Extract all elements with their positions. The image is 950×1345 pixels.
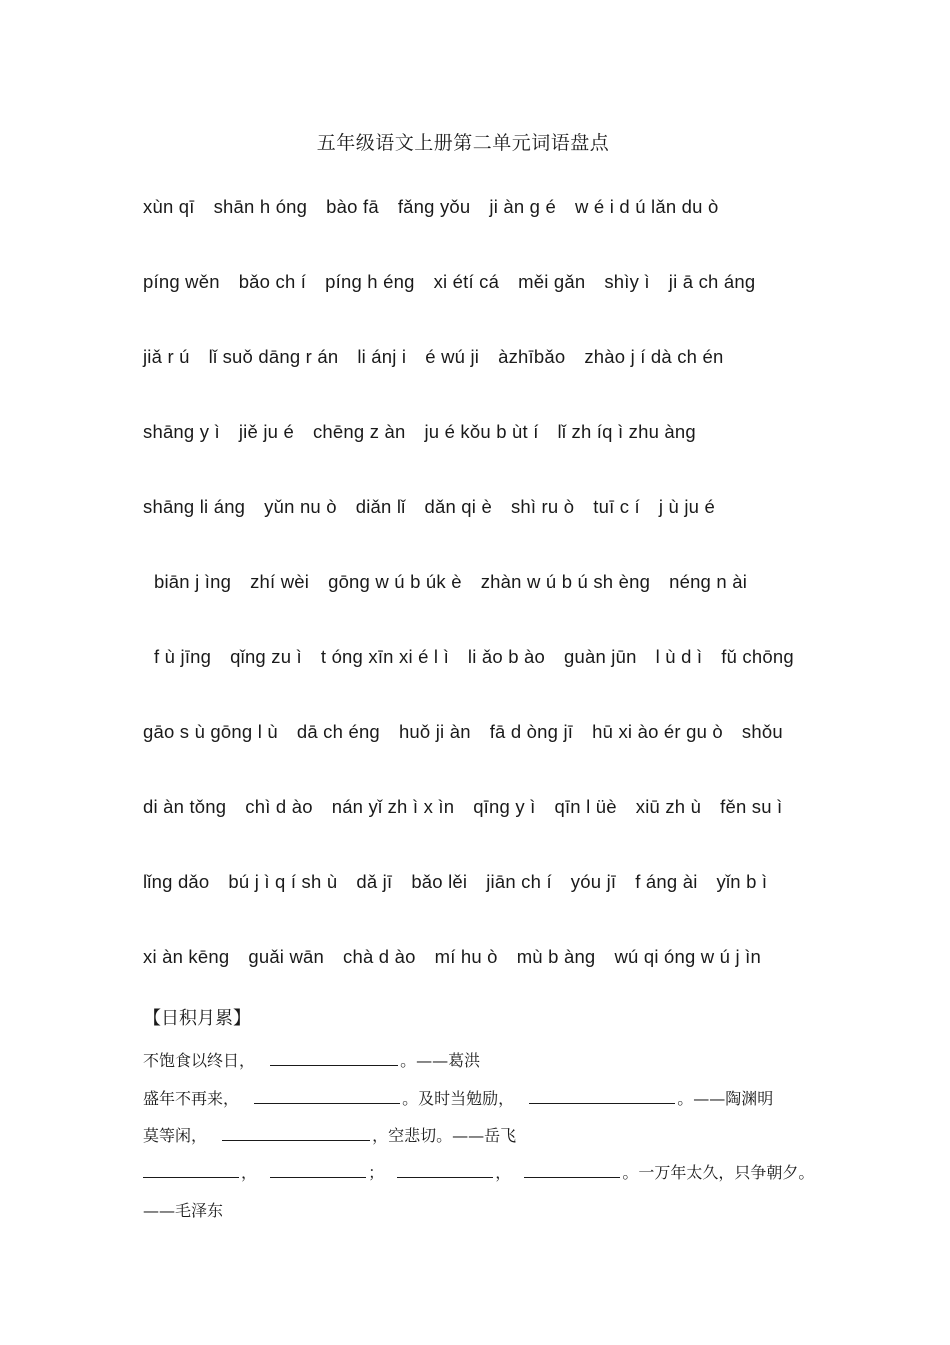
pinyin-word: píng h éng xyxy=(325,271,415,292)
pinyin-vocabulary-list xyxy=(143,196,843,1021)
pinyin-word: fǎng yǒu xyxy=(397,196,471,217)
quote-text: ， xyxy=(241,1163,258,1182)
pinyin-word: t óng xīn xi é l ì xyxy=(320,646,449,667)
pinyin-word: li ǎo b ào xyxy=(467,646,546,667)
pinyin-row-1 xyxy=(143,196,843,271)
pinyin-row-3 xyxy=(143,346,843,421)
pinyin-word: fǔ chōng xyxy=(721,646,794,667)
quote-text: 。一万年太久，只争朝夕。 xyxy=(622,1163,815,1182)
quote-text: ； xyxy=(368,1163,385,1182)
pinyin-word: ju é kǒu b ùt í xyxy=(424,421,539,442)
pinyin-row-9 xyxy=(143,796,843,871)
pinyin-word: di àn tǒng xyxy=(143,796,227,817)
pinyin-word: yǐn b ì xyxy=(716,871,768,892)
pinyin-row-4 xyxy=(143,421,843,496)
quote-text: 。及时当勉励， xyxy=(402,1089,515,1108)
quote-text: 莫等闲， xyxy=(143,1126,208,1145)
quote-text: 。——陶渊明 xyxy=(677,1089,774,1108)
quote-author: ——毛泽东 xyxy=(143,1201,224,1220)
pinyin-word: xi àn kēng xyxy=(143,946,230,967)
page-title: 五年级语文上册第二单元词语盘点 xyxy=(316,132,610,154)
pinyin-word: shìy ì xyxy=(604,271,650,292)
pinyin-word: shān h óng xyxy=(213,196,308,217)
pinyin-word: shāng li áng xyxy=(143,496,246,517)
pinyin-word: dā ch éng xyxy=(296,721,380,742)
pinyin-word: zhí wèi xyxy=(250,571,310,592)
section-heading: 【日积月累】 xyxy=(143,1008,251,1029)
pinyin-word: guǎi wān xyxy=(248,946,324,967)
pinyin-word: xiū zh ù xyxy=(635,796,702,817)
quote-line-2 xyxy=(143,1086,773,1109)
pinyin-word: qīng y ì xyxy=(473,796,536,817)
pinyin-word: píng wěn xyxy=(143,271,220,292)
pinyin-word: gōng w ú b úk è xyxy=(328,571,462,592)
quote-line-5 xyxy=(143,1198,223,1221)
fill-blank[interactable] xyxy=(270,1163,366,1178)
pinyin-word: zhào j í dà ch én xyxy=(584,346,724,367)
pinyin-word: shì ru ò xyxy=(510,496,575,517)
pinyin-word: chēng z àn xyxy=(312,421,406,442)
pinyin-word: li ánj i xyxy=(357,346,407,367)
pinyin-word: hū xi ào ér gu ò xyxy=(592,721,723,742)
pinyin-word: lǐng dǎo xyxy=(143,871,210,892)
quote-text: 盛年不再来， xyxy=(143,1089,240,1108)
pinyin-row-6 xyxy=(143,571,843,646)
pinyin-word: j ù ju é xyxy=(658,496,715,517)
pinyin-word: wú qi óng w ú j ìn xyxy=(614,946,761,967)
pinyin-word: lǐ zh íq ì zhu àng xyxy=(557,421,696,442)
pinyin-word: yǔn nu ò xyxy=(264,496,337,517)
fill-blank[interactable] xyxy=(397,1163,493,1178)
quote-line-4 xyxy=(143,1160,814,1183)
pinyin-word: bú j ì q í sh ù xyxy=(228,871,338,892)
quote-text: 不饱食以终日， xyxy=(143,1051,256,1070)
pinyin-row-7 xyxy=(143,646,843,721)
pinyin-word: shǒu xyxy=(741,721,783,742)
pinyin-word: shāng y ì xyxy=(143,421,220,442)
pinyin-word: lǐ suǒ dāng r án xyxy=(208,346,339,367)
pinyin-word: bǎo lěi xyxy=(411,871,468,892)
pinyin-word: chì d ào xyxy=(245,796,313,817)
pinyin-word: ji ā ch áng xyxy=(668,271,756,292)
quote-text: 。——葛洪 xyxy=(400,1051,481,1070)
pinyin-word: jiān ch í xyxy=(486,871,552,892)
pinyin-word: àzhībǎo xyxy=(498,346,566,367)
pinyin-word: ji àn g é xyxy=(489,196,556,217)
pinyin-word: zhàn w ú b ú sh èng xyxy=(480,571,651,592)
pinyin-word: f ù jīng xyxy=(154,646,212,667)
pinyin-word: yóu jī xyxy=(570,871,617,892)
pinyin-word: tuī c í xyxy=(593,496,640,517)
pinyin-word: qǐng zu ì xyxy=(230,646,302,667)
quote-line-1 xyxy=(143,1048,480,1071)
pinyin-word: biān j ìng xyxy=(154,571,232,592)
pinyin-word: jiě ju é xyxy=(238,421,294,442)
pinyin-word: dǎ jī xyxy=(356,871,393,892)
pinyin-word: bǎo ch í xyxy=(238,271,307,292)
pinyin-word: guàn jūn xyxy=(564,646,637,667)
fill-blank[interactable] xyxy=(222,1126,370,1141)
pinyin-word: xi étí cá xyxy=(433,271,500,292)
quote-line-3 xyxy=(143,1123,516,1146)
pinyin-word: xùn qī xyxy=(143,196,195,217)
pinyin-word: diǎn lǐ xyxy=(355,496,406,517)
pinyin-word: l ù d ì xyxy=(655,646,703,667)
pinyin-word: fā d òng jī xyxy=(489,721,574,742)
pinyin-word: néng n ài xyxy=(669,571,748,592)
pinyin-word: fěn su ì xyxy=(720,796,783,817)
quote-text: ，空悲切。——岳飞 xyxy=(372,1126,517,1145)
pinyin-word: chà d ào xyxy=(343,946,416,967)
pinyin-row-5 xyxy=(143,496,843,571)
pinyin-word: mù b àng xyxy=(516,946,596,967)
pinyin-word: nán yǐ zh ì x ìn xyxy=(331,796,455,817)
pinyin-word: huǒ ji àn xyxy=(398,721,471,742)
pinyin-word: f áng ài xyxy=(635,871,698,892)
pinyin-word: jiǎ r ú xyxy=(143,346,190,367)
quote-text: ， xyxy=(495,1163,512,1182)
pinyin-word: qīn l üè xyxy=(554,796,617,817)
fill-blank[interactable] xyxy=(254,1089,400,1104)
pinyin-word: gāo s ù gōng l ù xyxy=(143,721,278,742)
pinyin-row-10 xyxy=(143,871,843,946)
pinyin-word: é wú ji xyxy=(425,346,480,367)
fill-blank[interactable] xyxy=(143,1163,239,1178)
pinyin-word: bào fā xyxy=(326,196,379,217)
pinyin-word: měi gǎn xyxy=(518,271,586,292)
pinyin-row-8 xyxy=(143,721,843,796)
fill-blank[interactable] xyxy=(524,1163,620,1178)
pinyin-word: w é i d ú lǎn du ò xyxy=(575,196,719,217)
pinyin-row-2 xyxy=(143,271,843,346)
fill-blank[interactable] xyxy=(529,1089,675,1104)
pinyin-word: dǎn qi è xyxy=(424,496,492,517)
pinyin-word: mí hu ò xyxy=(434,946,498,967)
fill-blank[interactable] xyxy=(270,1051,398,1066)
